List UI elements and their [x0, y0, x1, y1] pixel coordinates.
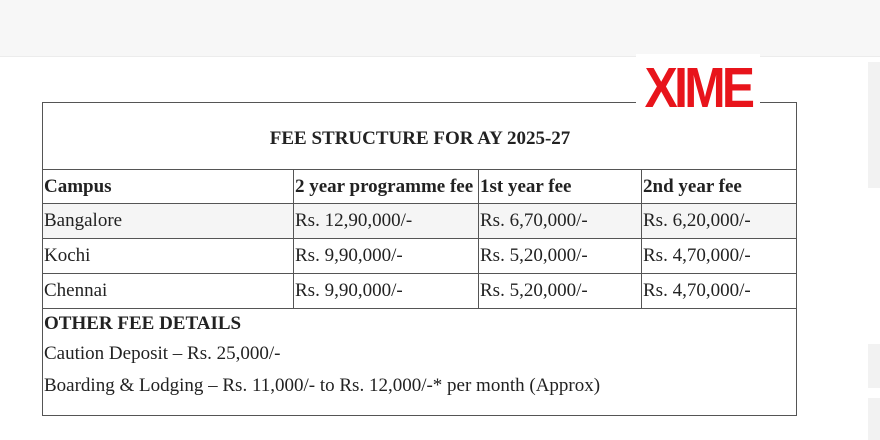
table-title: FEE STRUCTURE FOR AY 2025-27	[43, 103, 797, 170]
column-header-programme-fee: 2 year programme fee	[294, 170, 479, 204]
first-year-fee-cell: Rs. 5,20,000/-	[479, 274, 642, 309]
first-year-fee-cell: Rs. 6,70,000/-	[479, 204, 642, 239]
second-year-fee-cell: Rs. 6,20,000/-	[642, 204, 797, 239]
boarding-lodging-line: Boarding & Lodging – Rs. 11,000/- to Rs. 12,000/-* per month (Approx)	[44, 375, 601, 396]
right-edge-panel	[868, 344, 880, 388]
table-row	[43, 239, 797, 274]
other-fee-title: OTHER FEE DETAILS	[44, 313, 242, 334]
xime-logo	[636, 54, 760, 122]
column-header-campus: Campus	[43, 170, 294, 204]
other-fee-details	[43, 309, 797, 416]
right-edge-panel	[868, 398, 880, 440]
second-year-fee-cell: Rs. 4,70,000/-	[642, 274, 797, 309]
top-bar	[0, 0, 880, 57]
programme-fee-cell: Rs. 12,90,000/-	[294, 204, 479, 239]
campus-cell: Bangalore	[43, 204, 294, 239]
right-edge-panel	[868, 62, 880, 188]
programme-fee-cell: Rs. 9,90,000/-	[294, 274, 479, 309]
table-row	[43, 274, 797, 309]
column-header-second-year-fee: 2nd year fee	[642, 170, 797, 204]
caution-deposit-line: Caution Deposit – Rs. 25,000/-	[44, 343, 281, 364]
logo-text: XIME	[644, 56, 752, 120]
programme-fee-cell: Rs. 9,90,000/-	[294, 239, 479, 274]
table-row	[43, 204, 797, 239]
fee-structure-table	[42, 102, 797, 416]
campus-cell: Kochi	[43, 239, 294, 274]
column-header-first-year-fee: 1st year fee	[479, 170, 642, 204]
table-header-row	[43, 170, 797, 204]
first-year-fee-cell: Rs. 5,20,000/-	[479, 239, 642, 274]
second-year-fee-cell: Rs. 4,70,000/-	[642, 239, 797, 274]
campus-cell: Chennai	[43, 274, 294, 309]
